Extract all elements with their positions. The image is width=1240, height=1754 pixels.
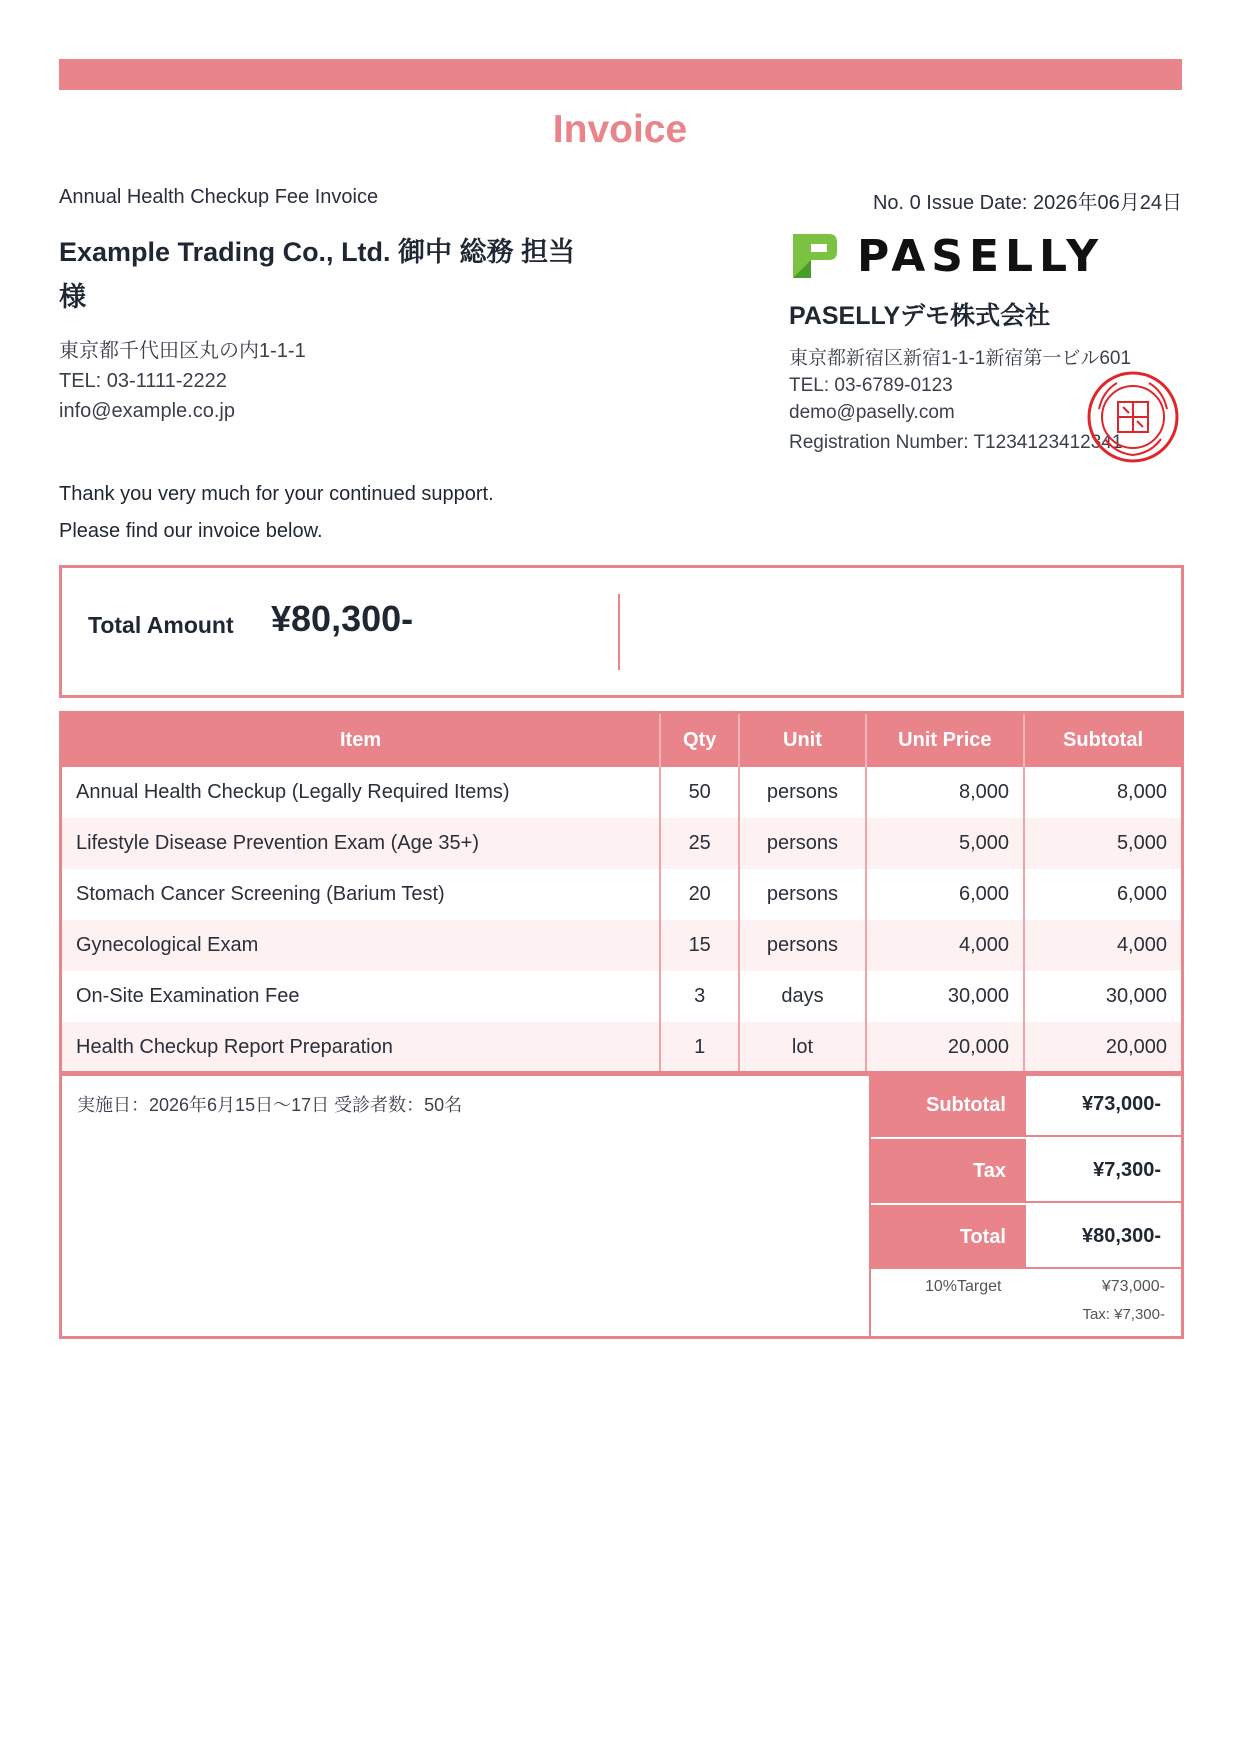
item-qty: 1 — [660, 1022, 739, 1075]
company-seal-stamp — [1085, 369, 1181, 465]
header-accent-bar — [59, 59, 1182, 90]
table-row — [61, 767, 1183, 818]
total-value: ¥80,300- — [1026, 1205, 1181, 1269]
issuer-info — [789, 345, 1131, 426]
item-name: Annual Health Checkup (Legally Required Items) — [76, 781, 510, 803]
issuer-email: demo@paselly.com — [789, 402, 955, 423]
tax-label: Tax — [871, 1139, 1026, 1203]
item-name: Gynecological Exam — [61, 920, 661, 971]
item-subtotal: 8,000 — [1024, 767, 1182, 818]
greeting-line: Thank you very much for your continued support. — [59, 483, 494, 505]
item-subtotal: 4,000 — [1024, 920, 1182, 971]
summary-section — [59, 1071, 1184, 1339]
total-amount-label: Total Amount — [88, 612, 234, 638]
item-qty: 50 — [660, 767, 739, 818]
item-unit: days — [739, 971, 865, 1022]
item-qty: 15 — [660, 920, 739, 971]
subtotal-row — [871, 1073, 1181, 1137]
client-info — [59, 336, 306, 426]
total-box-divider — [618, 594, 620, 670]
greeting — [59, 476, 494, 550]
total-label: Total — [871, 1205, 1026, 1269]
client-tel: TEL: 03-1111-2222 — [59, 370, 227, 392]
issue-info: No. 0 Issue Date: 2026年06月24日 — [872, 192, 1182, 214]
client-name: Example Trading Co., Ltd. 御中 総務 担当 様 — [59, 237, 576, 312]
tax-target-amount: ¥73,000- — [1101, 1278, 1165, 1295]
column-header-unit-price: Unit Price — [866, 713, 1024, 768]
item-qty: 25 — [660, 818, 739, 869]
column-header-item: Item — [61, 713, 661, 768]
item-name: Lifestyle Disease Prevention Exam (Age 35+) — [61, 818, 661, 869]
table-row — [61, 818, 1183, 869]
item-subtotal: 6,000 — [1024, 869, 1182, 920]
total-row — [871, 1205, 1181, 1269]
column-header-qty: Qty — [660, 713, 739, 768]
items-table — [59, 711, 1184, 1076]
issuer-name: PASELLYデモ株式会社 — [789, 302, 1051, 330]
table-row — [61, 920, 1183, 971]
item-unit-price: 4,000 — [866, 920, 1024, 971]
item-unit-price: 8,000 — [866, 767, 1024, 818]
table-row — [61, 1022, 1183, 1075]
item-qty: 3 — [660, 971, 739, 1022]
document-title: Invoice — [552, 108, 688, 151]
table-row — [61, 971, 1183, 1022]
issuer-tel: TEL: 03-6789-0123 — [789, 375, 953, 396]
table-header-row — [61, 713, 1183, 768]
tax-target-label: 10%Target — [925, 1278, 1002, 1295]
client-address: 東京都千代田区丸の内1-1-1 — [59, 340, 306, 362]
table-row — [61, 869, 1183, 920]
leaf-logo-icon — [789, 230, 839, 282]
subtotal-value: ¥73,000- — [1026, 1073, 1181, 1137]
total-amount-box — [59, 565, 1184, 698]
item-subtotal: 30,000 — [1024, 971, 1182, 1022]
item-subtotal: 5,000 — [1024, 818, 1182, 869]
subtotal-label: Subtotal — [871, 1073, 1026, 1137]
item-unit: persons — [739, 818, 865, 869]
item-unit-price: 6,000 — [866, 869, 1024, 920]
tax-value: ¥7,300- — [1026, 1139, 1181, 1203]
item-unit: lot — [739, 1022, 865, 1075]
item-unit-price: 5,000 — [866, 818, 1024, 869]
item-unit-price: 30,000 — [866, 971, 1024, 1022]
total-amount-value: ¥80,300- — [271, 598, 414, 639]
item-name: Health Checkup Report Preparation — [61, 1022, 661, 1075]
registration-number: Registration Number: T1234123412341 — [789, 432, 1123, 453]
column-header-subtotal: Subtotal — [1024, 713, 1182, 768]
invoice-subject: Annual Health Checkup Fee Invoice — [59, 186, 379, 208]
item-unit: persons — [739, 869, 865, 920]
greeting-line: Please find our invoice below. — [59, 520, 323, 542]
item-subtotal: 20,000 — [1024, 1022, 1182, 1075]
tax-row — [871, 1139, 1181, 1203]
logo-wordmark: PASELLY — [857, 230, 1105, 282]
column-header-unit: Unit — [739, 713, 865, 768]
item-unit: persons — [739, 920, 865, 971]
item-name: On-Site Examination Fee — [76, 985, 300, 1007]
issuer-address: 東京都新宿区新宿1-1-1新宿第一ビル601 — [789, 348, 1132, 369]
tax-target-tax: Tax: ¥7,300- — [1082, 1306, 1165, 1323]
item-qty: 20 — [660, 869, 739, 920]
client-email: info@example.co.jp — [59, 400, 235, 422]
company-logo — [789, 230, 1104, 282]
remarks-note: 実施日：2026年6月15日〜17日 受診者数：50名 — [77, 1095, 463, 1115]
item-name: Stomach Cancer Screening (Barium Test) — [76, 883, 445, 905]
item-unit-price: 20,000 — [866, 1022, 1024, 1075]
item-unit: persons — [739, 767, 865, 818]
